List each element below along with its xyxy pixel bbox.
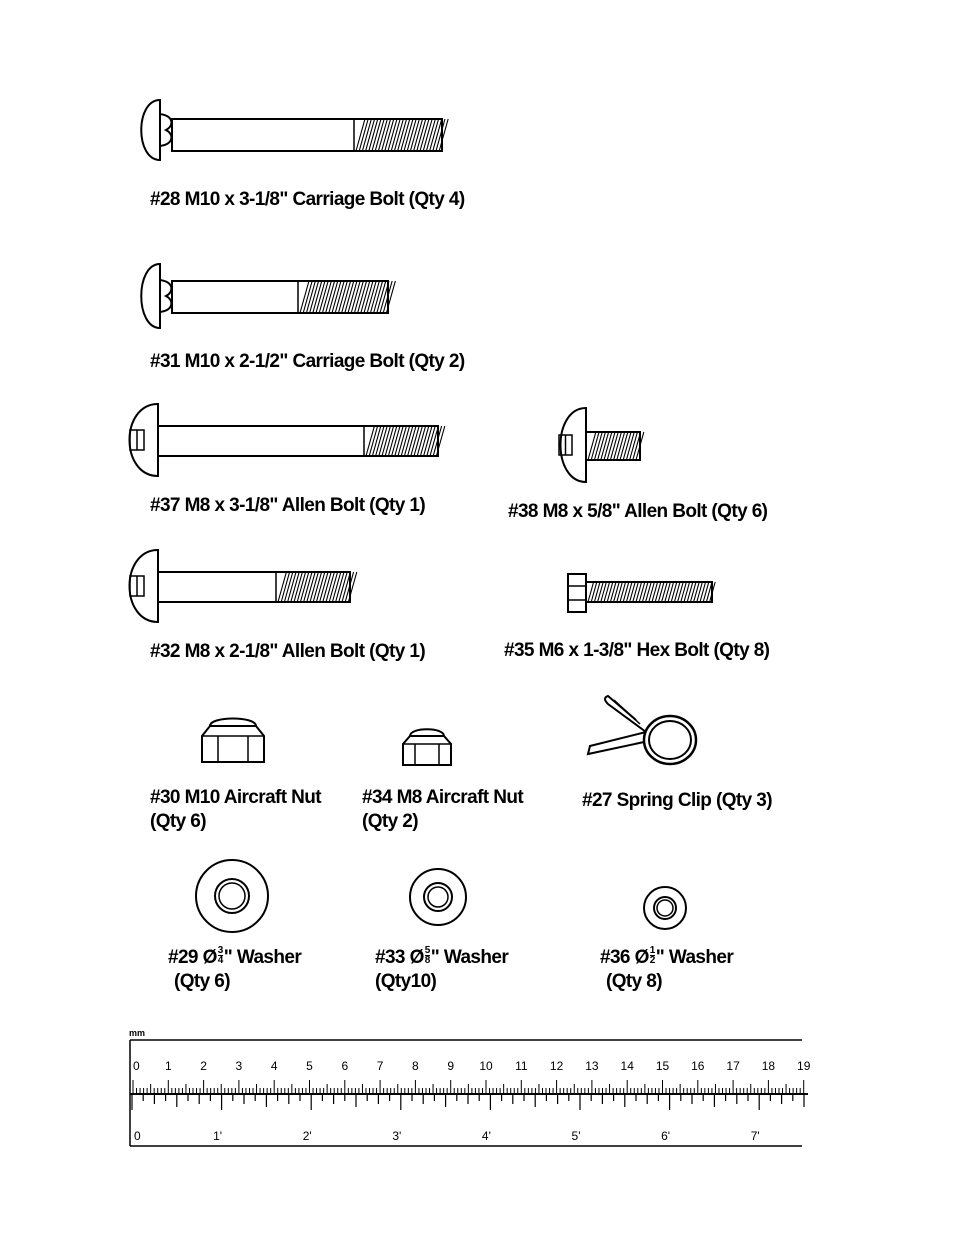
cm-label: 17 xyxy=(726,1059,740,1073)
part-36-label-line2: (Qty 8) xyxy=(606,971,662,992)
cm-label: 16 xyxy=(691,1059,705,1073)
inch-label: 4' xyxy=(481,1129,491,1143)
fraction-den: 4 xyxy=(217,955,223,967)
cm-label: 12 xyxy=(549,1059,564,1073)
fraction-num: 1 xyxy=(649,945,655,957)
inch-label: 2' xyxy=(302,1129,312,1143)
fraction-num: 3 xyxy=(217,945,223,957)
ruler-inch-ticks xyxy=(132,1094,804,1110)
part-31-label: #31 M10 x 2-1/2" Carriage Bolt (Qty 2) xyxy=(150,351,465,372)
cm-label: 5 xyxy=(306,1059,313,1073)
inch-label: 7' xyxy=(750,1129,760,1143)
cm-label: 13 xyxy=(585,1059,599,1073)
part-34-label-line2: (Qty 2) xyxy=(362,811,418,832)
part-32-label: #32 M8 x 2-1/8" Allen Bolt (Qty 1) xyxy=(150,641,426,662)
cm-label: 9 xyxy=(447,1059,455,1073)
part-30-label-line2: (Qty 6) xyxy=(150,811,206,832)
inch-label: 1' xyxy=(213,1129,223,1143)
cm-label: 4 xyxy=(270,1059,278,1073)
part-33-suffix: " Washer xyxy=(430,947,509,968)
ruler-cm-labels xyxy=(133,1059,811,1073)
part-37-label: #37 M8 x 3-1/8" Allen Bolt (Qty 1) xyxy=(150,495,426,516)
cm-label: 14 xyxy=(620,1059,634,1073)
cm-label: 7 xyxy=(376,1059,384,1073)
ruler-cm-ticks xyxy=(133,1080,804,1094)
part-34-label-line1: #34 M8 Aircraft Nut xyxy=(362,787,524,808)
inch-label: 0 xyxy=(134,1129,141,1143)
cm-label: 2 xyxy=(200,1059,207,1073)
cm-label: 3 xyxy=(235,1059,243,1073)
fraction-den: 8 xyxy=(424,955,430,967)
ruler-unit-label: mm xyxy=(129,1028,146,1038)
cm-label: 11 xyxy=(515,1059,528,1073)
cm-label: 10 xyxy=(479,1059,493,1073)
part-36-prefix: #36 Ø xyxy=(600,947,649,968)
part-38-label: #38 M8 x 5/8" Allen Bolt (Qty 6) xyxy=(508,501,768,522)
cm-label: 19 xyxy=(797,1059,811,1073)
cm-label: 8 xyxy=(412,1059,419,1073)
fraction-num: 5 xyxy=(424,945,430,957)
ruler-inch-labels xyxy=(134,1129,760,1143)
fraction-den: 2 xyxy=(649,955,655,967)
part-33-label-line2: (Qty10) xyxy=(375,971,437,992)
part-29-prefix: #29 Ø xyxy=(168,947,217,968)
part-36-suffix: " Washer xyxy=(655,947,734,968)
inch-label: 3' xyxy=(392,1129,402,1143)
cm-label: 1 xyxy=(164,1059,172,1073)
cm-label: 18 xyxy=(761,1059,776,1073)
cm-label: 6 xyxy=(341,1059,349,1073)
inch-label: 6' xyxy=(661,1129,671,1143)
part-29-label-line2: (Qty 6) xyxy=(174,971,230,992)
part-30-label-line1: #30 M10 Aircraft Nut xyxy=(150,787,322,808)
part-33-prefix: #33 Ø xyxy=(375,947,424,968)
inch-label: 5' xyxy=(571,1129,581,1143)
cm-label: 15 xyxy=(655,1059,670,1073)
part-29-suffix: " Washer xyxy=(223,947,302,968)
part-28-label: #28 M10 x 3-1/8" Carriage Bolt (Qty 4) xyxy=(150,189,465,210)
cm-label: 0 xyxy=(133,1059,140,1073)
part-27-label: #27 Spring Clip (Qty 3) xyxy=(582,790,772,811)
part-35-label: #35 M6 x 1-3/8" Hex Bolt (Qty 8) xyxy=(504,640,770,661)
